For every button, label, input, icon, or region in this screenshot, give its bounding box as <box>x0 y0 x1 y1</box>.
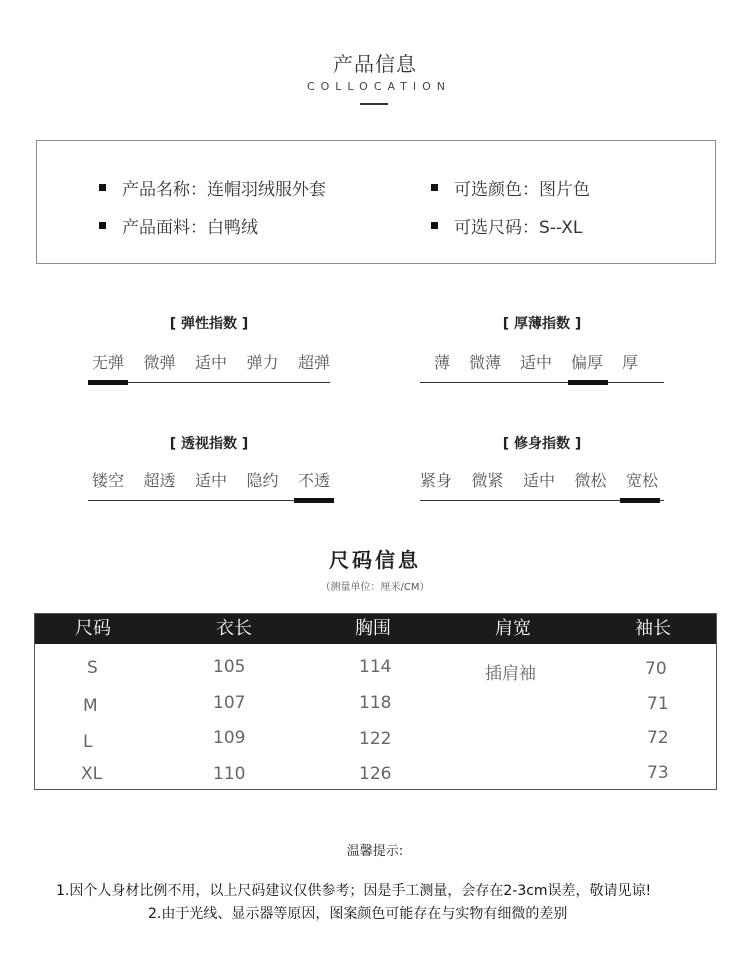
scale-label: 超透 <box>143 471 176 490</box>
fit-selected-marker <box>620 498 660 503</box>
product-size-item <box>431 213 582 238</box>
header-chest: 胸围 <box>355 618 391 639</box>
size-unit-note: （测量单位：厘米/CM） <box>320 582 430 593</box>
header-length: 衣长 <box>216 618 252 639</box>
table-cell: 107 <box>213 693 246 713</box>
bullet-icon <box>431 184 438 191</box>
table-cell: 110 <box>213 764 246 784</box>
scale-label: 宽松 <box>625 471 658 490</box>
scale-label: 紧身 <box>420 471 453 490</box>
thickness-scale-line <box>420 382 664 383</box>
product-color: 可选颜色：图片色 <box>454 180 590 200</box>
transparency-index-title: [ 透视指数 ] <box>169 436 249 452</box>
table-cell: XL <box>81 764 103 784</box>
page-title: 产品信息 <box>333 52 417 76</box>
tip-item: 1.因个人身材比例不用，以上尺码建议仅供参考；因是手工测量，会存在2-3cm误差，敬请见谅! <box>56 883 652 899</box>
size-section-title: 尺码信息 <box>329 548 421 572</box>
scale-label: 不透 <box>297 471 330 490</box>
scale-label: 弹力 <box>246 353 279 372</box>
scale-label: 无弹 <box>92 353 125 372</box>
fit-index-title: [ 修身指数 ] <box>502 436 582 452</box>
scale-label: 适中 <box>194 471 227 490</box>
fit-scale-labels <box>420 468 658 491</box>
thickness-scale-labels <box>434 350 638 373</box>
elasticity-scale-labels <box>92 350 330 373</box>
transparency-scale-labels <box>92 468 330 491</box>
header-shoulder: 肩宽 <box>495 618 531 639</box>
table-cell: S <box>87 658 98 678</box>
product-name: 产品名称：连帽羽绒服外套 <box>122 180 326 200</box>
tips-title: 温馨提示: <box>346 844 404 859</box>
transparency-selected-marker <box>294 498 334 503</box>
bullet-icon <box>99 184 106 191</box>
product-fabric: 产品面料：白鸭绒 <box>122 218 258 238</box>
size-table <box>34 613 717 790</box>
product-fabric-item <box>99 213 258 238</box>
scale-label: 微松 <box>574 471 607 490</box>
table-cell: 71 <box>647 694 669 714</box>
table-cell: 118 <box>359 693 392 713</box>
table-header <box>35 614 716 644</box>
title-divider <box>360 103 388 105</box>
scale-label: 适中 <box>194 353 227 372</box>
scale-label: 隐约 <box>246 471 279 490</box>
scale-label: 适中 <box>519 353 552 372</box>
product-name-item <box>99 175 326 200</box>
scale-label: 适中 <box>522 471 555 490</box>
table-cell: 72 <box>647 728 669 748</box>
bullet-icon <box>431 222 438 229</box>
elasticity-index-title: [ 弹性指数 ] <box>169 316 249 332</box>
table-cell: M <box>83 696 98 716</box>
scale-label: 偏厚 <box>570 353 603 372</box>
table-cell: 插肩袖 <box>485 664 536 684</box>
scale-label: 微弹 <box>143 353 176 372</box>
thickness-selected-marker <box>568 380 608 385</box>
product-info-box <box>36 140 716 264</box>
scale-label: 薄 <box>434 353 451 372</box>
header-size: 尺码 <box>75 618 111 639</box>
scale-label: 厚 <box>621 353 638 372</box>
scale-label: 镂空 <box>92 471 125 490</box>
table-cell: L <box>83 732 93 752</box>
elasticity-selected-marker <box>88 380 128 385</box>
scale-label: 微紧 <box>471 471 504 490</box>
scale-label: 超弹 <box>297 353 330 372</box>
bullet-icon <box>99 222 106 229</box>
table-cell: 114 <box>359 657 392 677</box>
page-subtitle: COLLOCATION <box>306 80 452 93</box>
header-sleeve: 袖长 <box>635 618 671 639</box>
table-cell: 105 <box>213 657 246 677</box>
table-cell: 109 <box>213 728 246 748</box>
product-size: 可选尺码：S--XL <box>454 218 583 238</box>
table-cell: 126 <box>359 764 392 784</box>
scale-label: 微薄 <box>468 353 501 372</box>
thickness-index-title: [ 厚薄指数 ] <box>502 316 582 332</box>
table-cell: 70 <box>645 659 667 679</box>
tip-item: 2.由于光线、显示器等原因，图案颜色可能存在与实物有细微的差别 <box>148 906 568 922</box>
product-color-item <box>431 175 590 200</box>
table-cell: 122 <box>359 729 392 749</box>
table-cell: 73 <box>647 763 669 783</box>
